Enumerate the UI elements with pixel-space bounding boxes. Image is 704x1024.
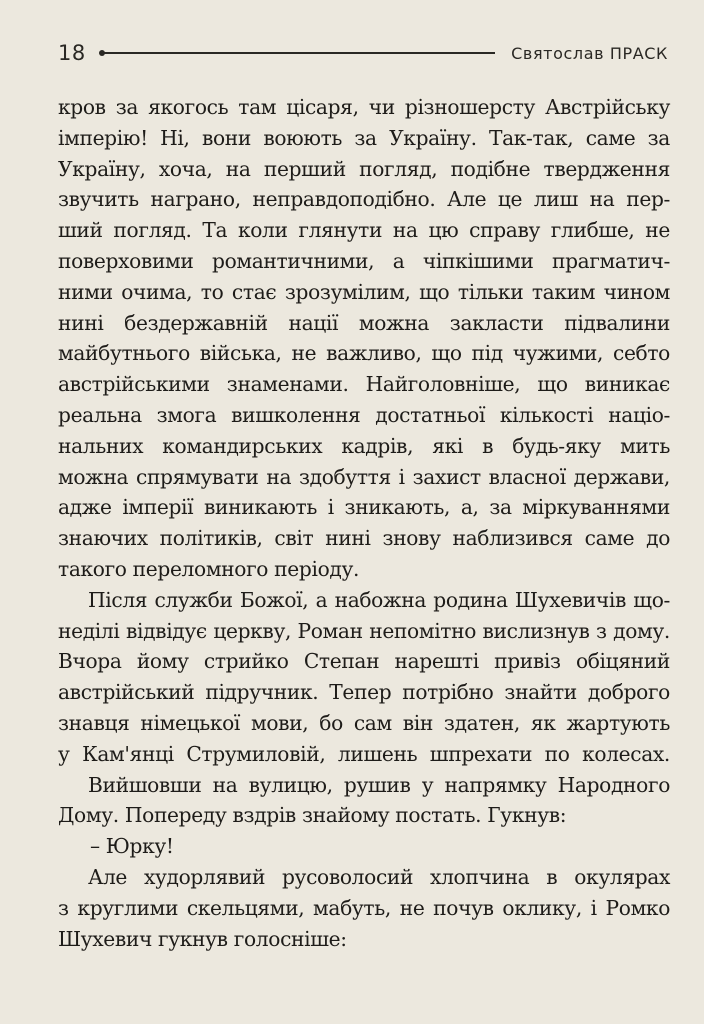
text-line: імперію! Ні, вони воюють за Україну. Так-так, саме за (58, 125, 670, 150)
text-line: знавця німецької мови, бо сам він здатен, як жартують (58, 710, 670, 735)
text-line: ший погляд. Та коли глянути на цю справу глибше, не (58, 218, 670, 243)
text-line: австрійський підручник. Тепер потрібно знайти доброго (58, 680, 670, 705)
paragraph-last-line: Дому. Попереду вздрів знайому постать. Гукнув: (58, 803, 567, 828)
text-line: майбутнього війська, не важливо, що під чужими, себто (58, 341, 670, 366)
text-line: Україну, хоча, на перший погляд, подібне твердження (58, 156, 670, 181)
text-line: звучить награно, неправдоподібно. Але це лиш на пер- (58, 187, 670, 212)
text-line: австрійськими знаменами. Найголовніше, що виникає (58, 372, 670, 397)
body-text (58, 92, 670, 954)
text-line: знаючих політиків, світ нині знову наблизився саме до (58, 526, 670, 551)
text-line: поверховими романтичними, а чіпкішими прагматич- (58, 248, 670, 273)
page-number: 18 (58, 41, 86, 65)
paragraph-last-line: у Кам'янці Струмиловій, лишень шпрехати по колесах. (58, 741, 670, 766)
paragraph-first-line: Але худорлявий русоволосий хлопчина в окулярах (88, 864, 670, 889)
page-header (58, 38, 668, 68)
paragraph-first-line: Після служби Божої, а набожна родина Шухевичів що- (88, 587, 670, 612)
text-line: з круглими скельцями, мабуть, не почув оклику, і Ромко (58, 895, 670, 920)
text-line: ними очима, то стає зрозумілим, що тільки таким чином (58, 279, 670, 304)
text-line: нині бездержавній нації можна закласти підвалини (58, 310, 670, 335)
paragraph-last-line: Шухевич гукнув голосніше: (58, 926, 347, 951)
text-line: Вчора йому стрийко Степан нарешті привіз обіцяний (58, 649, 670, 674)
paragraph-last-line: такого переломного періоду. (58, 556, 360, 581)
text-line: нальних командирських кадрів, які в будь-яку мить (58, 433, 670, 458)
text-line: адже імперії виникають і зникають, а, за міркуваннями (58, 495, 670, 520)
running-head-author: Святослав ПРАСК (511, 43, 668, 63)
text-line: кров за якогось там цісаря, чи різношерсту Австрійську (58, 95, 670, 119)
paragraph-first-line: Вийшовши на вулицю, рушив у напрямку Народного (88, 772, 670, 797)
text-line: реальна змога вишколення достатньої кількості націо- (58, 402, 670, 427)
text-line: неділі відвідує церкву, Роман непомітно вислизнув з дому. (58, 618, 670, 643)
dialogue-line: – Юрку! (90, 834, 174, 859)
header-rule (102, 52, 495, 54)
text-line: можна спрямувати на здобуття і захист власної держави, (58, 464, 670, 489)
